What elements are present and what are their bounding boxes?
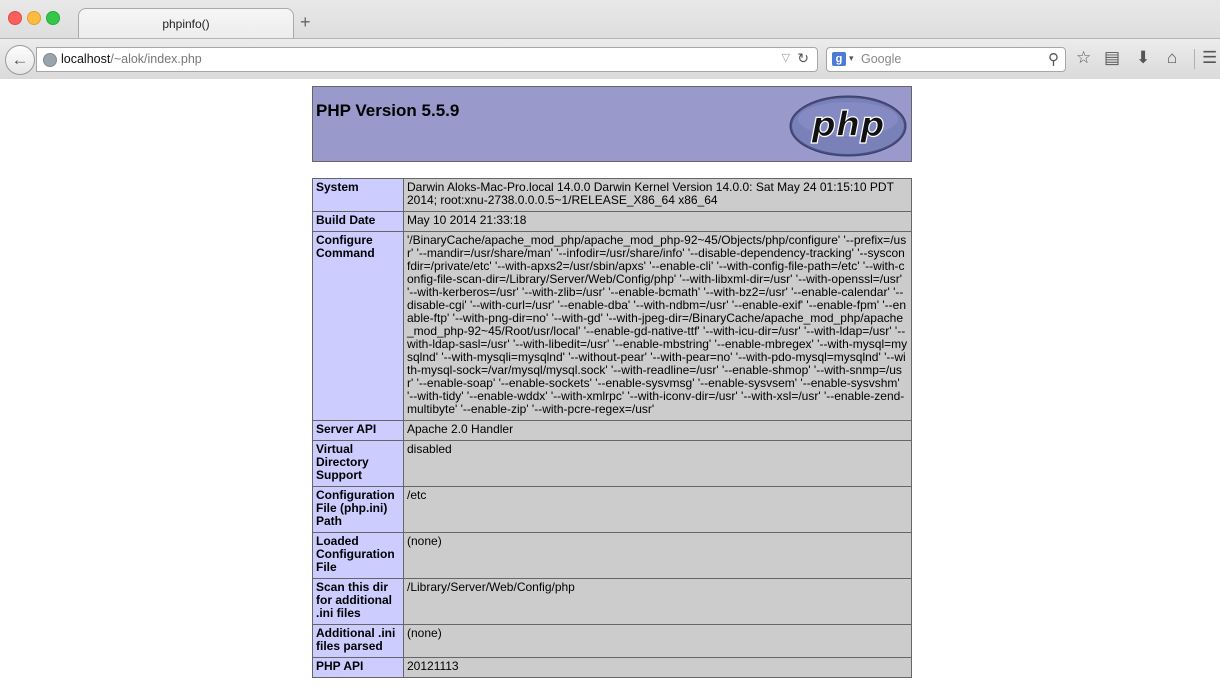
info-key: PHP API — [313, 658, 404, 678]
info-value: /etc — [404, 487, 912, 533]
table-row — [313, 179, 912, 212]
globe-icon — [43, 53, 57, 67]
close-window-button[interactable] — [8, 11, 22, 25]
table-row — [313, 212, 912, 232]
url-path: /~alok/index.php — [110, 52, 202, 66]
info-key: Loaded Configuration File — [313, 533, 404, 579]
table-row — [313, 579, 912, 625]
table-row — [313, 421, 912, 441]
url-host: localhost — [61, 52, 111, 66]
php-logo-text: php — [811, 105, 885, 145]
reload-icon[interactable]: ↻ — [797, 50, 809, 66]
reading-list-icon[interactable]: ▤ — [1104, 48, 1121, 67]
info-value: '/BinaryCache/apache_mod_php/apache_mod_php-92~45/Objects/php/configure' '--prefix=/usr' '--mandir=/usr/share/man' '--infodir=/usr/share/info' '--disable-dependency-tracking' '--sysconfdir=/private/etc' '--with-apxs2=/usr/sbin/apxs' '--enable-cli' '--with-config-file-path=/etc' '--with-config-file-scan-dir=/Library/Server/Web/Config/php' '--with-libxml-dir=/usr' '--with-openssl=/usr' '--with-kerberos=/usr' '--with-zlib=/usr' '--enable-bcmath' '--with-bz2=/usr' '--enable-calendar' '--disable-cgi' '--with-curl=/usr' '--enable-dba' '--with-ndbm=/usr' '--enable-exif' '--enable-fpm' '--enable-ftp' '--with-png-dir=no' '--with-gd' '--with-jpeg-dir=/BinaryCache/apache_mod_php/apache_mod_php-92~45/Root/usr/local' '--enable-gd-native-ttf' '--with-icu-dir=/usr' '--with-ldap=/usr' '--with-ldap-sasl=/usr' '--with-libedit=/usr' '--enable-mbstring' '--enable-mbregex' '--with-mysql=mysqlnd' '--with-mysqli=mysqlnd' '--without-pear' '--with-pear=no' '--with-pdo-mysql=mysqlnd' '--with-mysql-sock=/var/mysql/mysql.sock' '--with-readline=/usr' '--enable-shmop' '--with-snmp=/usr' '--enable-soap' '--enable-sockets' '--enable-sysvmsg' '--enable-sysvsem' '--enable-sysvshm' '--with-tidy' '--enable-wddx' '--with-xmlrpc' '--with-iconv-dir=/usr' '--with-xsl=/usr' '--enable-zend-multibyte' '--enable-zip' '--with-pcre-regex=/usr' — [404, 232, 912, 421]
search-engine-caret-icon[interactable]: ▾ — [849, 53, 854, 63]
toolbar-divider — [1194, 49, 1195, 69]
info-value: (none) — [404, 533, 912, 579]
browser-chrome — [0, 0, 1220, 79]
table-row — [313, 441, 912, 487]
search-engine-icon[interactable]: g — [832, 52, 846, 66]
home-icon[interactable]: ⌂ — [1167, 48, 1178, 67]
info-key: Server API — [313, 421, 404, 441]
info-value: (none) — [404, 625, 912, 658]
search-input[interactable]: Google — [861, 52, 902, 66]
url-bar[interactable] — [36, 47, 818, 72]
info-key: Virtual Directory Support — [313, 441, 404, 487]
search-icon[interactable]: ⚲ — [1048, 51, 1059, 68]
info-value: Apache 2.0 Handler — [404, 421, 912, 441]
info-key: Additional .ini files parsed — [313, 625, 404, 658]
table-row — [313, 232, 912, 421]
navigation-bar — [0, 38, 1220, 79]
info-key: Scan this dir for additional .ini files — [313, 579, 404, 625]
menu-icon[interactable]: ☰ — [1202, 48, 1218, 67]
download-icon[interactable]: ⬇ — [1136, 48, 1151, 67]
url-text[interactable] — [61, 52, 202, 66]
info-value: May 10 2014 21:33:18 — [404, 212, 912, 232]
table-row — [313, 487, 912, 533]
table-row — [313, 625, 912, 658]
dropdown-icon[interactable]: ▽ — [781, 52, 790, 64]
php-logo — [788, 94, 908, 158]
php-info-table — [312, 178, 912, 678]
info-key: Configure Command — [313, 232, 404, 421]
tab-title: phpinfo() — [162, 17, 210, 31]
info-value: /Library/Server/Web/Config/php — [404, 579, 912, 625]
browser-tab[interactable] — [78, 8, 294, 39]
info-value: Darwin Aloks-Mac-Pro.local 14.0.0 Darwin Kernel Version 14.0.0: Sat May 24 01:15:10 PDT 2014; root:xnu-2738.0.0.0.5~1/RELEASE_X86_64 x86_64 — [404, 179, 912, 212]
info-key: System — [313, 179, 404, 212]
bookmark-star-icon[interactable]: ☆ — [1076, 48, 1092, 67]
back-button[interactable] — [5, 45, 35, 75]
minimize-window-button[interactable] — [27, 11, 41, 25]
back-arrow-icon: ← — [11, 50, 29, 69]
table-row — [313, 658, 912, 678]
info-value: 20121113 — [404, 658, 912, 678]
page-title: PHP Version 5.5.9 — [316, 101, 460, 120]
new-tab-button[interactable]: + — [300, 12, 311, 32]
table-row — [313, 533, 912, 579]
zoom-window-button[interactable] — [46, 11, 60, 25]
php-version-header — [312, 86, 912, 162]
search-bar[interactable] — [826, 47, 1066, 72]
info-value: disabled — [404, 441, 912, 487]
info-key: Configuration File (php.ini) Path — [313, 487, 404, 533]
info-key: Build Date — [313, 212, 404, 232]
page-content — [0, 79, 1220, 692]
